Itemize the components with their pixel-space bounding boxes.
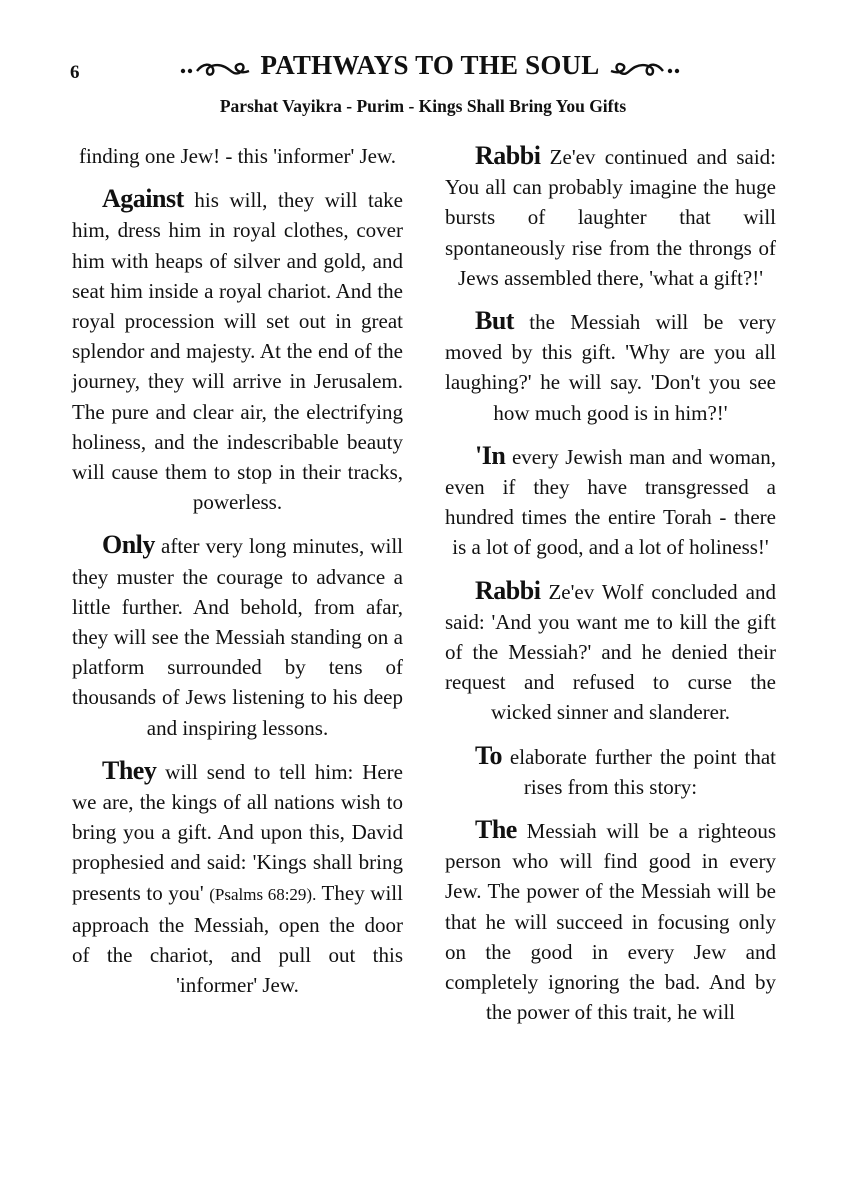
paragraph-text: Ze'ev continued and said: You all can probably imagine the huge bursts of laughter that will spontaneously rise from the throngs of Jews assembled there, 'what a gift?!' (445, 145, 776, 290)
paragraph (72, 756, 403, 1001)
paragraph (72, 184, 403, 517)
left-column (72, 141, 403, 1013)
paragraph-text: the Messiah will be very moved by this gift. 'Why are you all laughing?' he will say. 'Don't you see how much good is in him?!' (445, 310, 776, 425)
paragraph-text: after very long minutes, will they muster the courage to advance a little further. And behold, from afar, they will see the Messiah standing on a platform surrounded by tens of thousands of Jews listening to his deep and inspiring lessons. (72, 534, 403, 740)
paragraph (445, 576, 776, 728)
header-title (130, 50, 730, 81)
lead-word: The (475, 815, 517, 845)
lead-word: But (475, 306, 514, 336)
paragraph (445, 141, 776, 293)
lead-word: Rabbi (475, 575, 541, 605)
lead-word: To (475, 740, 502, 770)
lead-word: Against (102, 184, 184, 214)
right-column (445, 141, 776, 1040)
paragraph-text: Messiah will be a righteous person who will find good in every Jew. The power of the Messiah will be that he will succeed in focusing only on the good in every Jew and completely ignoring the bad. And by the power of this trait, he will (445, 819, 776, 1025)
paragraph (445, 441, 776, 563)
ornament-right-icon (603, 57, 683, 79)
citation: (Psalms 68:29). (209, 884, 317, 904)
lead-word: They (102, 755, 157, 785)
lead-word: Only (102, 530, 155, 560)
lead-word: Rabbi (475, 141, 541, 170)
header-title-text: PATHWAYS TO THE SOUL (260, 50, 600, 80)
lead-word: 'In (475, 440, 506, 470)
paragraph-text: every Jewish man and woman, even if they have transgressed a hundred times the entire Torah - there is a lot of good, and a lot of holiness!' (445, 444, 776, 560)
paragraph-text: They will approach the Messiah, open the door of the chariot, and pull out this 'informer' Jew. (72, 880, 403, 998)
paragraph-text: his will, they will take him, dress him in royal clothes, cover him with heaps of silver and gold, and seat him inside a royal chariot. And the royal procession will set out in great splendor and majesty. At the end of the journey, they will arrive in Jerusalem. The pure and clear air, the electrifying holiness, and the indescribable beauty will cause them to stop in their tracks, powerless. (72, 188, 403, 515)
paragraph (445, 815, 776, 1027)
paragraph-text: will send to tell him: Here we are, the kings of all nations wish to bring you a gift. And upon this, David prophesied and said: 'Kings shall bring presents to you' (72, 759, 403, 905)
paragraph (445, 741, 776, 802)
paragraph-text: elaborate further the point that rises from this story: (501, 744, 776, 799)
paragraph-text: Ze'ev Wolf concluded and said: 'And you want me to kill the gift of the Messiah?' and he denied their request and refused to curse the wicked sinner and slanderer. (445, 579, 776, 725)
ornament-left-icon (177, 57, 257, 79)
page-number: 6 (70, 62, 80, 83)
paragraph (72, 530, 403, 742)
paragraph-text: finding one Jew! - this 'informer' Jew. (78, 144, 397, 168)
paragraph (445, 306, 776, 428)
header-subtitle: Parshat Vayikra - Purim - Kings Shall Bring You Gifts (219, 96, 627, 116)
paragraph (72, 141, 403, 171)
